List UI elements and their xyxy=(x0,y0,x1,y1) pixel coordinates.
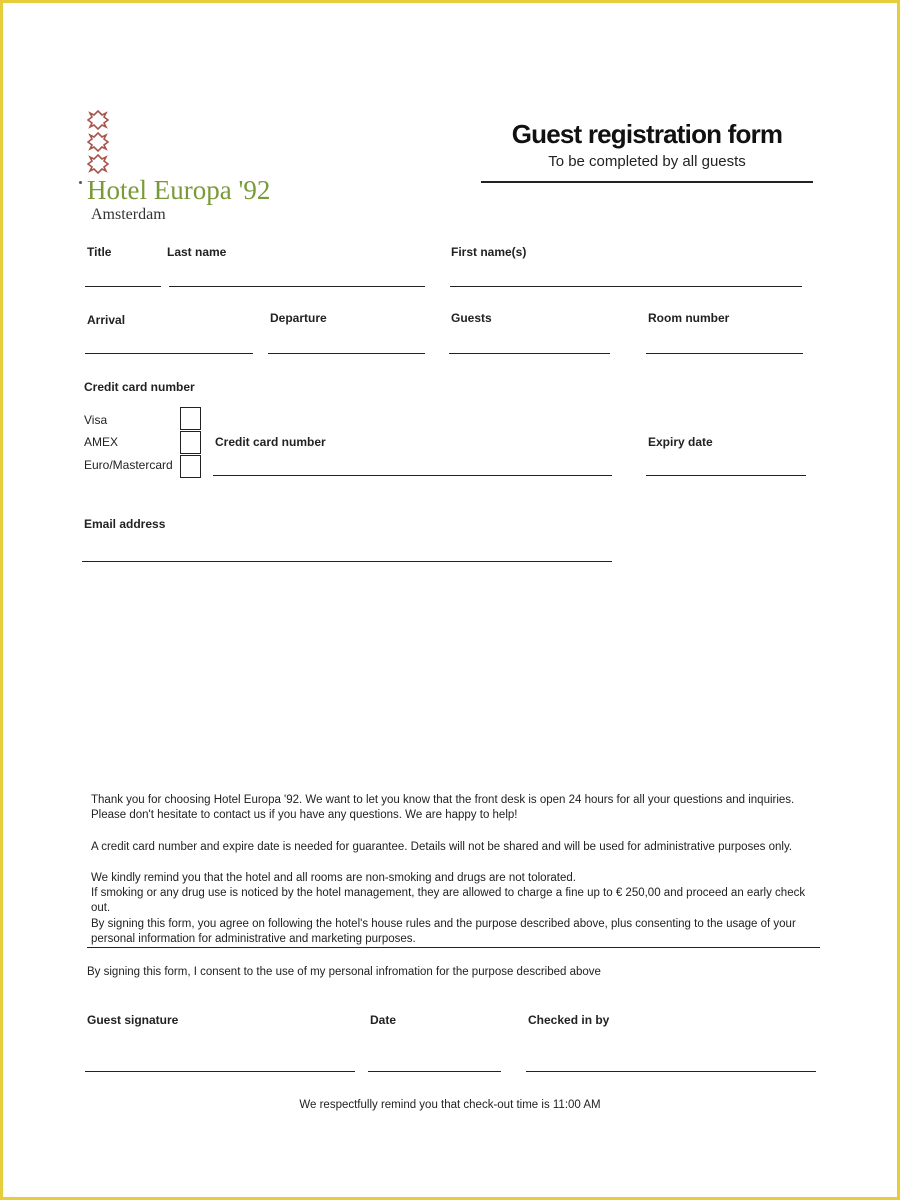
logo-dot xyxy=(79,181,82,184)
credit-card-number-label: Credit card number xyxy=(215,435,326,449)
credit-card-note: A credit card number and expire date is needed for guarantee. Details will not be shared and will be used for administrative purposes only. xyxy=(91,841,793,853)
room-number-field[interactable] xyxy=(646,353,803,354)
email-label: Email address xyxy=(84,517,166,531)
room-number-label: Room number xyxy=(648,311,730,325)
last-name-label: Last name xyxy=(167,245,227,259)
arrival-field[interactable] xyxy=(85,353,253,354)
checked-in-by-label: Checked in by xyxy=(528,1013,610,1027)
consent-statement: By signing this form, I consent to the use of my personal infromation for the purpose described above xyxy=(87,966,601,978)
consent-rule xyxy=(87,947,820,948)
checked-in-by-field[interactable] xyxy=(526,1071,816,1072)
smoking-note xyxy=(91,871,826,916)
mastercard-checkbox[interactable] xyxy=(180,455,201,478)
card-type-visa-label: Visa xyxy=(84,413,108,427)
credit-card-section-label: Credit card number xyxy=(84,380,195,394)
first-name-label: First name(s) xyxy=(451,245,527,259)
visa-checkbox[interactable] xyxy=(180,407,201,430)
date-field[interactable] xyxy=(368,1071,501,1072)
title-rule xyxy=(481,181,813,183)
guests-field[interactable] xyxy=(449,353,610,354)
credit-card-number-field[interactable] xyxy=(213,475,612,476)
expiry-date-field[interactable] xyxy=(646,475,806,476)
title-field[interactable] xyxy=(85,286,161,287)
expiry-date-label: Expiry date xyxy=(648,435,713,449)
arrival-label: Arrival xyxy=(87,313,126,327)
last-name-field[interactable] xyxy=(169,286,425,287)
title-label: Title xyxy=(87,245,112,259)
first-name-field[interactable] xyxy=(450,286,802,287)
card-type-amex-label: AMEX xyxy=(84,435,119,449)
email-field[interactable] xyxy=(82,561,612,562)
guest-signature-field[interactable] xyxy=(85,1071,355,1072)
form-title: Guest registration form xyxy=(511,119,783,149)
departure-label: Departure xyxy=(270,311,327,325)
card-type-mastercard-label: Euro/Mastercard xyxy=(84,458,173,472)
smoking-note-line-2: If smoking or any drug use is noticed by the hotel management, they are allowed to charge a fine up to € 250,00 and proceed an early check out. xyxy=(91,887,806,914)
form-subtitle: To be completed by all guests xyxy=(548,153,746,170)
hotel-name: Hotel Europa '92 xyxy=(87,175,271,205)
smoking-note-line-1: We kindly remind you that the hotel and all rooms are non-smoking and drugs are not tolorated. xyxy=(91,872,576,884)
guest-signature-label: Guest signature xyxy=(87,1013,179,1027)
guests-label: Guests xyxy=(451,311,492,325)
checkout-time-note: We respectfully remind you that check-out time is 11:00 AM xyxy=(299,1099,601,1111)
house-rules-note: By signing this form, you agree on following the hotel's house rules and the purpose described above, plus consenting to the usage of your personal information for administrative and marketing purposes. xyxy=(91,918,796,945)
welcome-note: Thank you for choosing Hotel Europa '92. We want to let you know that the front desk is open 24 hours for all your questions and inquiries. Please don't hesitate to contact us if you have any questions. We are happy to help! xyxy=(91,794,795,821)
amex-checkbox[interactable] xyxy=(180,431,201,454)
hotel-logo-icon xyxy=(87,109,109,175)
departure-field[interactable] xyxy=(268,353,425,354)
hotel-city: Amsterdam xyxy=(91,206,166,223)
date-label: Date xyxy=(370,1013,397,1027)
